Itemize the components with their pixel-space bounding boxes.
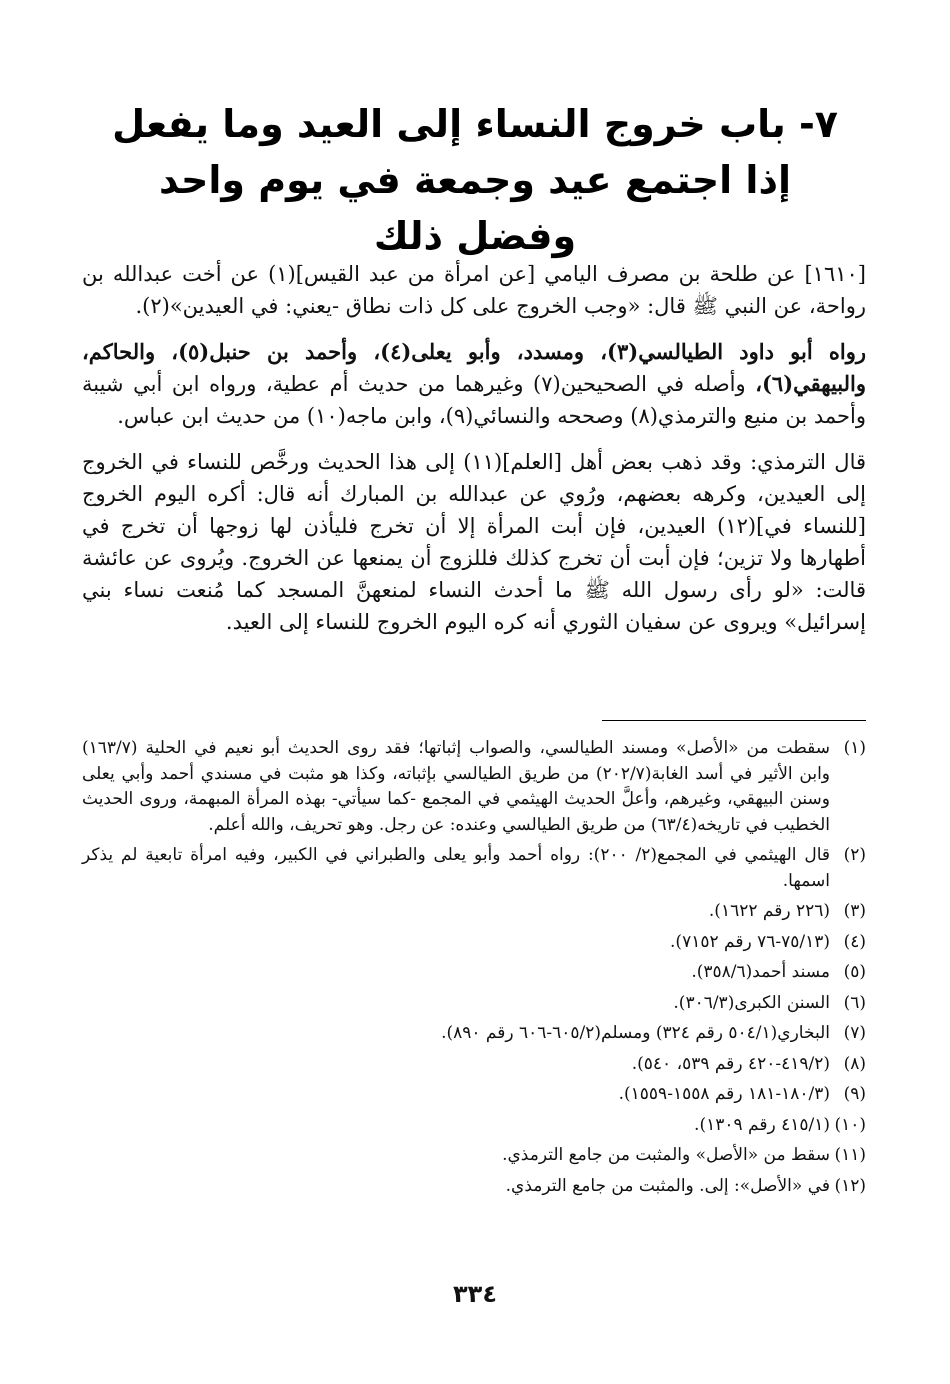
footnote bbox=[82, 1052, 866, 1078]
chapter-title-line-1: ٧- باب خروج النساء إلى العيد وما يفعل bbox=[112, 102, 838, 146]
footnote-text: السنن الكبرى(٣٠٦/٣). bbox=[673, 992, 830, 1013]
footnote-text: (٢٢٦ رقم ١٦٢٢). bbox=[708, 901, 830, 921]
footnote bbox=[82, 1082, 866, 1108]
footnote-text: سقط من «الأصل» والمثبت من جامع الترمذي. bbox=[502, 1145, 830, 1165]
footnote-text: البخاري(٥٠٤/١ رقم ٣٢٤) ومسلم(٦٠٥/٢-٦٠٦ رقم ٨٩٠). bbox=[441, 1023, 830, 1043]
footnote-number: (٩) bbox=[843, 1084, 866, 1104]
tirmidhi-paragraph: قال الترمذي: وقد ذهب بعض أهل [العلم](١١) إلى هذا الحديث ورخَّص للنساء في الخروج إلى العيدين، وكرهه بعضهم، ورُوي عن عبدالله بن المبارك أنه قال: أكره اليوم الخروج [للنساء في](١٢) العيدين، فإن أبت المرأة إلا أن تخرج فليأذن لها زوجها أن تخرج في أطهارها ولا تزين؛ فإن أبت أن تخرج كذلك فللزوج أن يمنعها عن الخروج. ويُروى عن عائشة قالت: «لو رأى رسول الله ﷺ ما أحدث النساء لمنعهنَّ المسجد كما مُنعت نساء بني إسرائيل» ويروى عن سفيان الثوري أنه كره اليوم الخروج للنساء إلى العيد. bbox=[82, 450, 867, 634]
footnote-text: (٤١٩/٢-٤٢٠ رقم ٥٣٩، ٥٤٠). bbox=[631, 1053, 830, 1074]
takhrij-bold-text: رواه أبو داود الطيالسي(٣)، ومسدد، وأبو يعلى(٤)، وأحمد بن حنبل(٥)، والحاكم، والبيهقي(٦)، bbox=[82, 339, 866, 396]
chapter-title-line-3: وفضل ذلك bbox=[373, 214, 577, 258]
page-number: ٣٣٤ bbox=[453, 1280, 497, 1308]
takhrij-text: وأصله في الصحيحين(٧) وغيرهما من حديث أم عطية، ورواه ابن أبي شيبة وأحمد بن منيع والترمذي(٨) وصححه والنسائي(٩)، وابن ماجه(١٠) من حديث ابن عباس. bbox=[82, 372, 866, 428]
footnote bbox=[82, 991, 866, 1017]
footnote-text: مسند أحمد(٣٥٨/٦). bbox=[691, 962, 830, 982]
footnote-number: (٤) bbox=[843, 931, 866, 952]
footnote bbox=[82, 960, 866, 986]
footnote-number: (٦) bbox=[843, 992, 866, 1013]
footnote-number: (٨) bbox=[843, 1053, 866, 1074]
footnotes-section bbox=[82, 736, 866, 1204]
footnote-number: (٥) bbox=[843, 962, 866, 982]
footnote bbox=[82, 736, 866, 838]
footnote-number: (١٢) bbox=[834, 1175, 866, 1196]
footnote-text: (٧٥/١٣-٧٦ رقم ٧١٥٢). bbox=[670, 931, 830, 952]
footnote bbox=[82, 1021, 866, 1047]
footnote bbox=[82, 1143, 866, 1169]
footnote-text: قال الهيثمي في المجمع(٢/ ٢٠٠): رواه أحمد وأبو يعلى والطبراني في الكبير، وفيه امرأة تابعية لم يذكر اسمها. bbox=[82, 845, 830, 891]
chapter-title-line-2: إذا اجتمع عيد وجمعة في يوم واحد bbox=[159, 158, 791, 202]
footnote-text: (١٨٠/٣-١٨١ رقم ١٥٥٨-١٥٥٩). bbox=[618, 1084, 830, 1104]
footnote bbox=[82, 1174, 866, 1200]
main-text bbox=[82, 258, 866, 652]
footnote-text: سقطت من «الأصل» ومسند الطيالسي، والصواب إثباتها؛ فقد روى الحديث أبو نعيم في الحلية (١٦٣/٧) وابن الأثير في أسد الغابة(٢٠٢/٧) من طريق الطيالسي بإثباته، وكذا هو مثبت في مسندي أحمد وأبي يعلى وسنن البيهقي، وغيرهم، وأعلَّ الحديث الهيثمي في المجمع -كما سيأتي- بهذه المرأة المبهمة، وروى الحديث الخطيب في تاريخه(٦٣/٤) من طريق الطيالسي وعنده: عن رجل. وهو تحريف، والله أعلم. bbox=[82, 738, 830, 835]
takhrij-paragraph bbox=[82, 336, 866, 432]
chapter-title bbox=[60, 96, 890, 264]
footnote-number: (١١) bbox=[834, 1145, 866, 1165]
footnote-text: في «الأصل»: إلى. والمثبت من جامع الترمذي. bbox=[505, 1175, 830, 1196]
footnote bbox=[82, 899, 866, 925]
footnote-divider bbox=[602, 720, 866, 721]
footnote-number: (١) bbox=[843, 738, 866, 758]
footnote bbox=[82, 930, 866, 956]
footnote-number: (١٠) bbox=[834, 1114, 866, 1135]
footnote bbox=[82, 843, 866, 894]
footnote-text: (٤١٥/١ رقم ١٣٠٩). bbox=[694, 1114, 830, 1135]
footnote bbox=[82, 1113, 866, 1139]
footnote-number: (٣) bbox=[843, 901, 866, 921]
footnote-number: (٢) bbox=[843, 845, 866, 865]
hadith-paragraph: [١٦١٠] عن طلحة بن مصرف اليامي [عن امرأة من عبد القيس](١) عن أخت عبدالله بن رواحة، عن النبي ﷺ قال: «وجب الخروج على كل ذات نطاق -يعني: في العيدين»(٢). bbox=[82, 262, 866, 318]
footnote-number: (٧) bbox=[843, 1023, 866, 1043]
